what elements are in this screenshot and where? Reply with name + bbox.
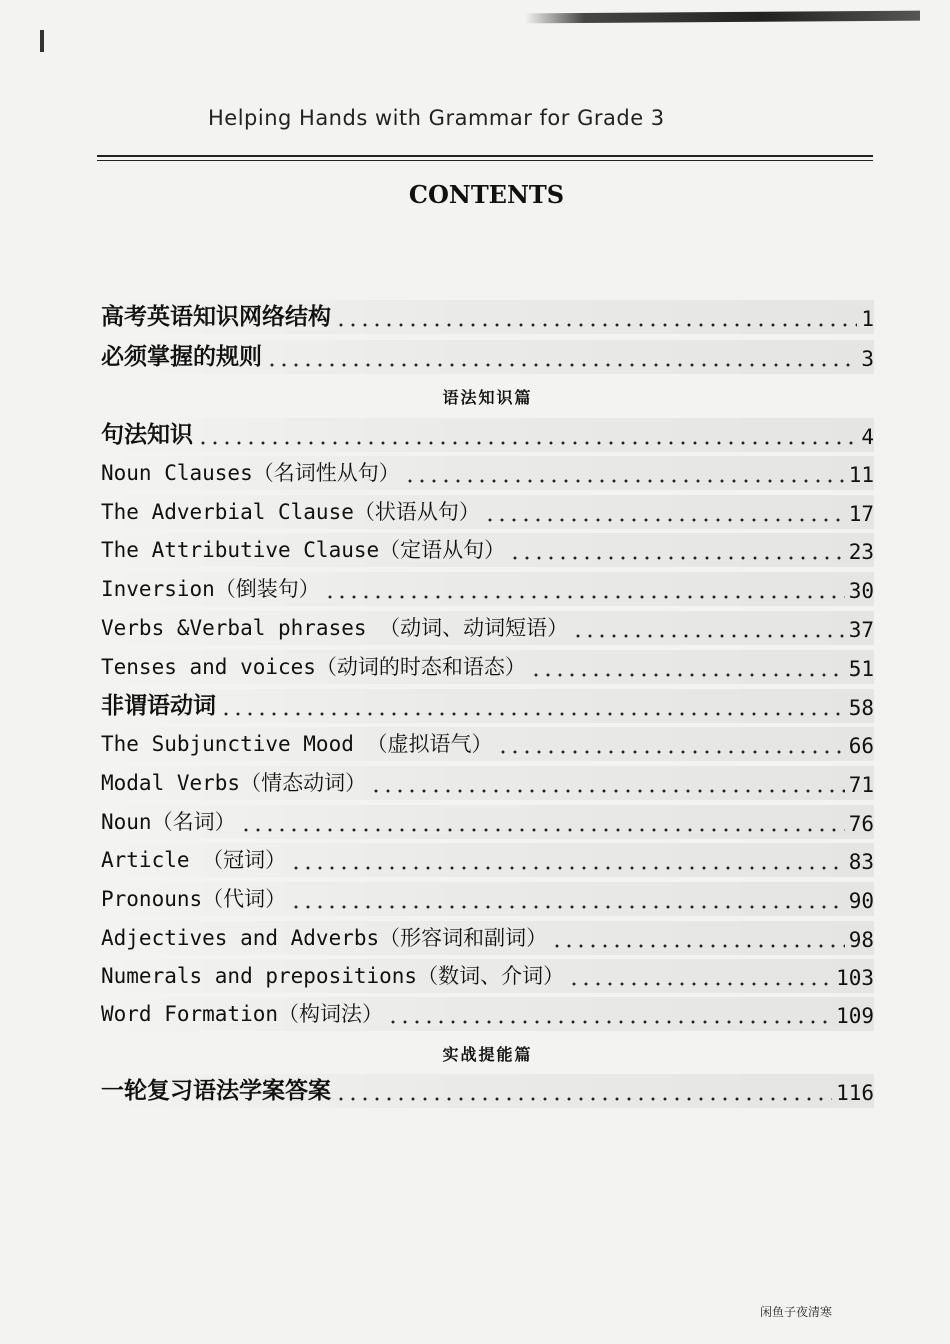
toc-entry-page: 116 [836, 1081, 874, 1105]
dot-leader [568, 982, 832, 986]
toc-entry-title: Word Formation（构词法） [101, 1002, 384, 1026]
toc-entry-page: 23 [848, 540, 874, 564]
scan-edge-smudge [525, 11, 920, 24]
scan-margin-mark [40, 30, 44, 52]
dot-leader [335, 1097, 832, 1101]
toc-entry-page: 71 [848, 773, 874, 797]
toc-entry-title: The Attributive Clause（定语从句） [101, 538, 506, 562]
dot-leader [551, 944, 845, 948]
dot-leader [335, 323, 857, 327]
toc-entry[interactable] [101, 727, 874, 761]
header-rule-thick [97, 155, 873, 157]
dot-leader [220, 712, 845, 716]
toc-entry-page: 1 [861, 307, 874, 331]
toc-entry-title: Modal Verbs（情态动词） [101, 771, 367, 795]
section-heading: 实战提能篇 [442, 1045, 533, 1064]
toc-entry-page: 109 [836, 1004, 874, 1028]
toc-entry[interactable] [101, 456, 874, 490]
toc-entry-title: Verbs &Verbal phrases （动词、动词短语） [101, 616, 569, 640]
toc-entry-title: 高考英语知识网络结构 [101, 303, 331, 330]
toc-entry-page: 17 [848, 502, 874, 526]
dot-leader [509, 556, 845, 560]
toc-entry[interactable] [101, 805, 874, 839]
watermark-text: 闲鱼子夜清寒 [760, 1305, 833, 1319]
toc-entry-title: Inversion（倒装句） [101, 577, 320, 601]
toc-entry[interactable] [101, 997, 874, 1031]
toc-entry-page: 103 [836, 966, 874, 990]
toc-entry-title: 一轮复习语法学案答案 [101, 1077, 331, 1104]
toc-entry[interactable] [101, 300, 874, 334]
dot-leader [572, 634, 845, 638]
toc-entry[interactable] [101, 843, 874, 877]
toc-entry-page: 98 [848, 928, 874, 952]
toc-entry-title: Adjectives and Adverbs（形容词和副词） [101, 926, 548, 950]
running-head: Helping Hands with Grammar for Grade 3 [208, 106, 665, 130]
toc-entry-page: 11 [848, 463, 874, 487]
toc-entry[interactable] [101, 766, 874, 800]
contents-title: CONTENTS [408, 180, 565, 209]
toc-entry[interactable] [101, 611, 874, 645]
dot-leader [240, 828, 845, 832]
toc-entry-title: 必须掌握的规则 [101, 343, 262, 370]
toc-entry[interactable] [101, 959, 874, 993]
toc-entry[interactable] [101, 1074, 874, 1108]
dot-leader [484, 518, 845, 522]
dot-leader [290, 905, 845, 909]
toc-entry-title: Noun（名词） [101, 810, 236, 834]
section-heading: 语法知识篇 [442, 388, 533, 407]
toc-entry-page: 4 [861, 425, 874, 449]
toc-entry-page: 58 [848, 696, 874, 720]
toc-entry-title: Noun Clauses（名词性从句） [101, 461, 400, 485]
toc-entry-title: Article （冠词） [101, 848, 287, 872]
toc-entry[interactable] [101, 921, 874, 955]
dot-leader [404, 479, 845, 483]
toc-entry-page: 30 [848, 579, 874, 603]
toc-entry-title: The Adverbial Clause（状语从句） [101, 500, 480, 524]
dot-leader [370, 789, 845, 793]
toc-entry-page: 66 [848, 734, 874, 758]
toc-entry[interactable] [101, 533, 874, 567]
toc-entry-title: Tenses and voices（动词的时态和语态） [101, 655, 526, 679]
toc-entry-title: Pronouns（代词） [101, 887, 287, 911]
toc-entry-page: 76 [848, 812, 874, 836]
toc-entry[interactable] [101, 572, 874, 606]
dot-leader [387, 1020, 832, 1024]
toc-entry-title: Numerals and prepositions（数词、介词） [101, 964, 565, 988]
toc-entry[interactable] [101, 418, 874, 452]
dot-leader [530, 673, 845, 677]
toc-entry-page: 90 [848, 889, 874, 913]
toc-entry[interactable] [101, 340, 874, 374]
dot-leader [497, 750, 845, 754]
toc-entry-title: 非谓语动词 [101, 692, 216, 719]
toc-entry-title: The Subjunctive Mood （虚拟语气） [101, 732, 493, 756]
header-rule-thin [97, 160, 873, 161]
dot-leader [290, 866, 845, 870]
dot-leader [324, 595, 845, 599]
toc-entry-page: 3 [861, 347, 874, 371]
dot-leader [266, 363, 857, 367]
dot-leader [197, 441, 857, 445]
toc-entry[interactable] [101, 882, 874, 916]
toc-entry[interactable] [101, 689, 874, 723]
toc-entry-title: 句法知识 [101, 421, 193, 448]
toc-entry-page: 83 [848, 850, 874, 874]
toc-entry[interactable] [101, 650, 874, 684]
toc-entry[interactable] [101, 495, 874, 529]
toc-entry-page: 37 [848, 618, 874, 642]
toc-entry-page: 51 [848, 657, 874, 681]
